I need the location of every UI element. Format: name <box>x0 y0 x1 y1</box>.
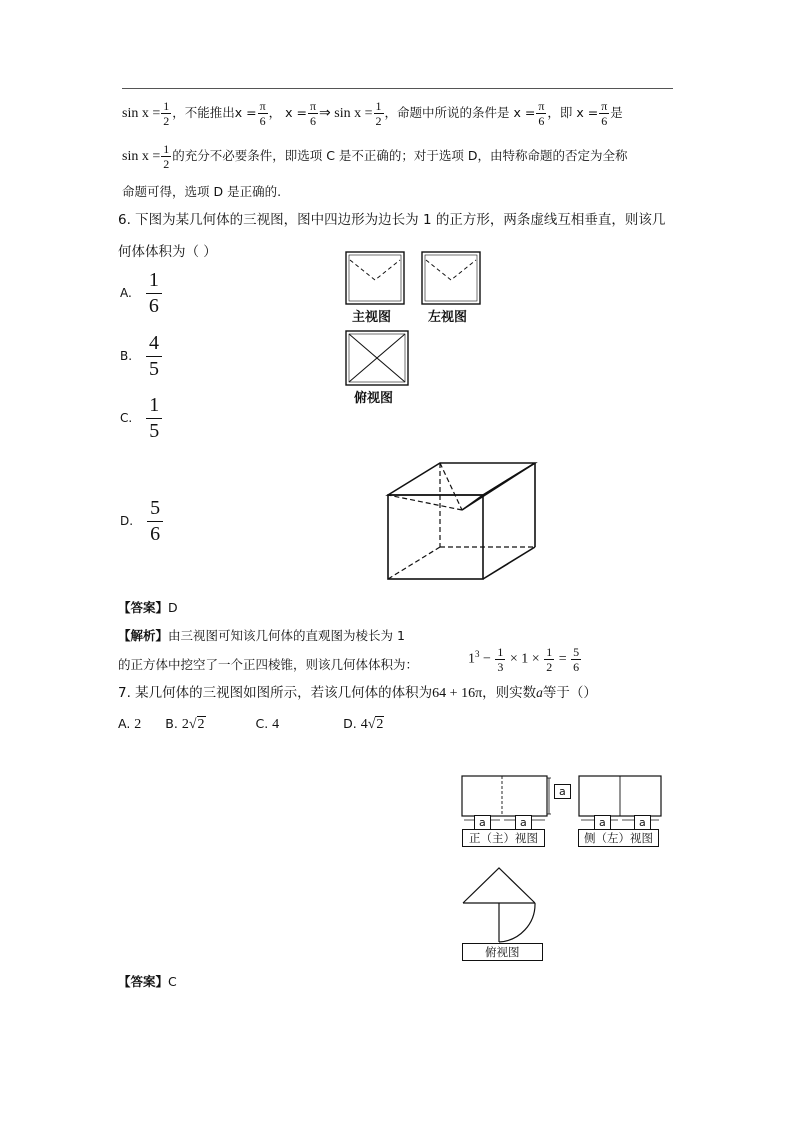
q6-stem-line-1: 6. 下图为某几何体的三视图，图中四边形为边长为 1 的正方形，两条虚线互相垂直，则该几 <box>118 212 666 228</box>
q7-left-view <box>579 776 661 820</box>
prev-solution-line-1: sin x = $\frac{1}{2}$ ，不能推出x = $\frac{\pi}{6}$ ， x = $\frac{\pi}{6}$ ⇒ sin x = $\frac{1}{2}$ ，命题中所说的条件是 x = $\frac{\pi}{6}$ ，即 x = $\frac{\pi}{6}$ 是 <box>122 99 623 128</box>
q7-dim-label-front-right: a <box>515 815 532 830</box>
q6-analysis-line-2: 的正方体中挖空了一个正四棱锥，则该几何体体积为： <box>118 657 419 672</box>
q6-top-view-caption: 俯视图 <box>354 391 394 406</box>
q6-analysis-line-1: 【解析】由三视图可知该几何体的直观图为棱长为 1 <box>118 628 405 643</box>
q7-dim-label-side-left: a <box>594 815 611 830</box>
q7-top-view <box>463 868 535 942</box>
q7-three-view-figure <box>455 770 670 965</box>
q7-stem: 7. 某几何体的三视图如图所示，若该几何体的体积为64 + 16π，则实数a等于（） <box>118 685 597 701</box>
q6-left-view-caption: 左视图 <box>428 310 468 325</box>
q7-top-view-caption: 俯视图 <box>462 943 543 961</box>
q7-dim-label-height: a <box>554 784 571 799</box>
q7-option-a: A. 2 <box>118 716 142 732</box>
q6-option-c: C. $\frac{1}{5}$ <box>120 395 162 442</box>
q7-front-view-caption: 正（主）视图 <box>462 829 545 847</box>
q6-option-b: B. $\frac{4}{5}$ <box>120 333 162 380</box>
q6-front-view <box>346 252 404 304</box>
q6-option-a: A. $\frac{1}{6}$ <box>120 270 162 317</box>
q6-stem-line-2: 何体体积为（ ） <box>118 244 217 260</box>
q7-option-b: B. 2√2 <box>165 716 205 732</box>
q6-option-d: D. $\frac{5}{6}$ <box>120 498 163 545</box>
prev-solution-line-3: 命题可得，选项 D 是正确的. <box>122 184 282 199</box>
q7-option-d: D. 4√2 <box>343 716 384 732</box>
q6-three-view-figure <box>340 248 490 408</box>
q6-cube-figure <box>380 455 555 590</box>
q6-answer: 【答案】D <box>118 600 178 615</box>
q6-front-view-caption: 主视图 <box>352 310 392 325</box>
prev-solution-line-2: sin x = $\frac{1}{2}$ 的充分不必要条件，即选项 C 是不正确的；对于选项 D，由特称命题的否定为全称 <box>122 142 628 171</box>
q6-left-view <box>422 252 480 304</box>
q7-options <box>118 716 384 733</box>
q6-volume-formula: $1^3$ − $\frac{1}{3}$ × 1 × $\frac{1}{2}$ = $\frac{5}{6}$ <box>468 645 580 674</box>
q7-dim-label-front-left: a <box>474 815 491 830</box>
q7-answer: 【答案】C <box>118 974 177 989</box>
q7-option-c: C. 4 <box>255 716 280 732</box>
q7-front-view <box>462 776 551 820</box>
header-rule <box>122 88 673 89</box>
q6-top-view <box>346 331 408 385</box>
q7-left-view-caption: 侧（左）视图 <box>578 829 659 847</box>
q7-dim-label-side-right: a <box>634 815 651 830</box>
